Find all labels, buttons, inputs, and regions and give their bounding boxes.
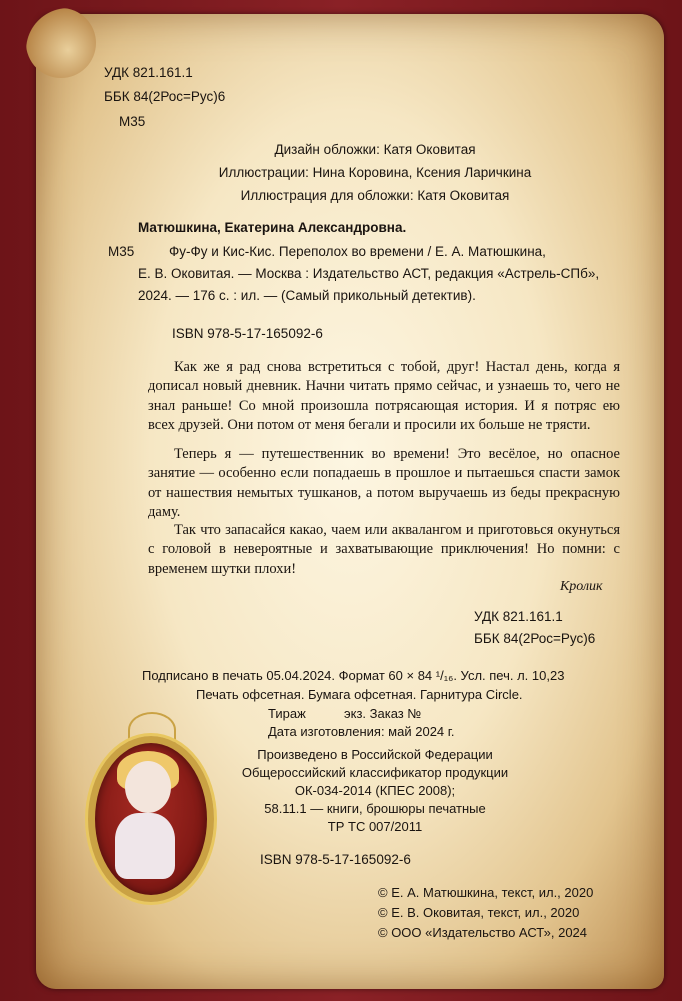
copyright-1: © Е. А. Матюшкина, текст, ил., 2020 [378, 885, 594, 900]
udk-code-bottom: УДК 821.161.1 [474, 609, 563, 624]
bbk-code: ББК 84(2Рос=Рус)6 [104, 89, 226, 104]
bib-line-2: Е. В. Оковитая. — Москва : Издательство АСТ, редакция «Астрель-СПб», [138, 266, 600, 281]
illustrations-credit: Иллюстрации: Нина Коровина, Ксения Ларичкина [218, 165, 532, 180]
portrait-medallion-illustration [88, 736, 214, 902]
author-heading: Матюшкина, Екатерина Александровна. [138, 220, 407, 235]
bib-code: М35 [108, 244, 135, 259]
cover-illustration-credit: Иллюстрация для обложки: Катя Оковитая [240, 188, 510, 203]
print-tirazh: Тираж [268, 706, 306, 721]
isbn-top: ISBN 978-5-17-165092-6 [172, 326, 323, 341]
author-sign-code: М35 [119, 114, 146, 129]
production-line-2: Общероссийский классификатор продукции [241, 765, 509, 780]
production-line-1: Произведено в Российской Федерации [257, 747, 493, 762]
bbk-code-bottom: ББК 84(2Рос=Рус)6 [474, 631, 596, 646]
cover-design-credit: Дизайн обложки: Катя Оковитая [274, 142, 476, 157]
portrait-face [125, 761, 171, 813]
copyright-2: © Е. В. Оковитая, текст, ил., 2020 [378, 905, 580, 920]
bib-line-1: Фу-Фу и Кис-Кис. Переполох во времени / Е. А. Матюшкина, [169, 244, 546, 259]
copyright-3: © ООО «Издательство АСТ», 2024 [378, 925, 588, 940]
udk-code: УДК 821.161.1 [104, 65, 193, 80]
production-line-3: ОК-034-2014 (КПЕС 2008); [294, 783, 456, 798]
annotation-paragraph-3: Так что запасайся какао, чаем или аквалангом и приготовься окунуться с головой в невероятные и захватывающие приключения! Но помни: с временем шутки плохи! [148, 522, 620, 577]
annotation-paragraph-2: Теперь я — путешественник во времени! Это весёлое, но опасное занятие — особенно если попадаешь в прошлое и пытаешься спасти замок от нашествия немытых тушканов, а потом выручаешь из беды прекрасную даму. [148, 446, 620, 520]
print-line-2: Печать офсетная. Бумага офсетная. Гарнитура Circle. [196, 687, 523, 702]
portrait-dress [115, 813, 175, 879]
print-line-1: Подписано в печать 05.04.2024. Формат 60 × 84 ¹/₁₆. Усл. печ. л. 10,23 [142, 668, 565, 683]
bib-line-3: 2024. — 176 с. : ил. — (Самый прикольный детектив). [138, 288, 476, 303]
production-line-4: 58.11.1 — книги, брошюры печатные [264, 801, 486, 816]
isbn-bottom: ISBN 978-5-17-165092-6 [260, 852, 411, 867]
annotation-signature: Кролик [560, 579, 603, 594]
print-made-date: Дата изготовления: май 2024 г. [268, 724, 455, 739]
print-order: экз. Заказ № [344, 706, 422, 721]
production-line-5: ТР ТС 007/2011 [327, 819, 423, 834]
annotation-paragraph-1: Как же я рад снова встретиться с тобой, друг! Настал день, когда я дописал новый дневник. Начни читать прямо сейчас, и узнаешь то, чего не знал раньше! Со мной произошла потрясающая история. И я потряс ею всех друзей. Они потом от меня бегали и просили их больше не трясти. [148, 359, 620, 433]
